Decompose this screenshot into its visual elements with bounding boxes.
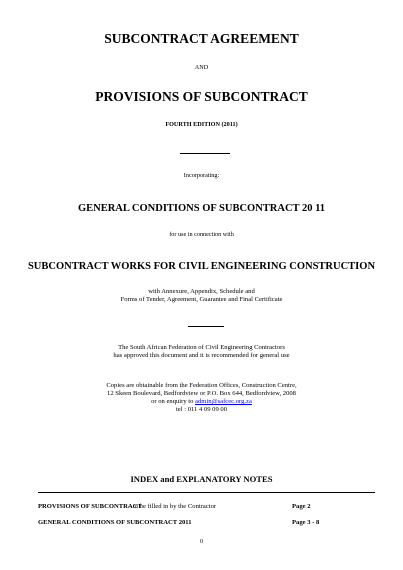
index-row-page: Page 3 - 8 xyxy=(292,519,320,526)
annex-line-2: Forms of Tender, Agreement, Guarantee and Final Certificate xyxy=(120,296,283,303)
federation-line-2: has approved this document and it is recommended for general use xyxy=(113,352,290,359)
index-row xyxy=(38,503,338,510)
copies-line-1: Copies are obtainable from the Federation Offices, Construction Centre, xyxy=(106,382,297,389)
edition-text: FOURTH EDITION (2011) xyxy=(165,121,238,128)
index-row-label: GENERAL CONDITIONS OF SUBCONTRACT 2011 xyxy=(38,519,192,526)
index-row xyxy=(38,519,338,526)
works-title: SUBCONTRACT WORKS FOR CIVIL ENGINEERING CONSTRUCTION xyxy=(27,261,376,272)
document-title: SUBCONTRACT AGREEMENT xyxy=(104,31,299,46)
incorporating-text: Incorporating: xyxy=(183,172,220,179)
enquiry-prefix: or on enquiry to xyxy=(151,398,196,405)
index-title: INDEX and EXPLANATORY NOTES xyxy=(130,474,273,484)
page-number: 0 xyxy=(199,538,204,545)
index-row-page: Page 2 xyxy=(292,503,311,510)
tel-line: tel : 011 4 09 09 00 xyxy=(175,406,228,413)
divider-rule-2 xyxy=(188,326,224,327)
email-link[interactable]: admin@safcec.org.za xyxy=(195,398,252,405)
index-rule xyxy=(38,492,375,493)
divider-rule-1 xyxy=(180,153,230,154)
index-row-note: – to be filled in by the Contractor xyxy=(128,503,217,510)
index-row-label: PROVISIONS OF SUBCONTRACT xyxy=(38,503,142,510)
annex-line-1: with Annexure, Appendix, Schedule and xyxy=(148,288,255,295)
provisions-title: PROVISIONS OF SUBCONTRACT xyxy=(95,89,308,104)
copies-line-2: 12 Skeen Boulevard, Bedfordview or P.O. Box 644, Bedfordview, 2008 xyxy=(107,390,296,397)
general-conditions-title: GENERAL CONDITIONS OF SUBCONTRACT 20 11 xyxy=(77,203,326,214)
and-text: AND xyxy=(194,64,209,71)
federation-line-1: The South African Federation of Civil Engineering Contractors xyxy=(118,344,285,351)
for-use-text: for use in connection with xyxy=(169,231,234,238)
